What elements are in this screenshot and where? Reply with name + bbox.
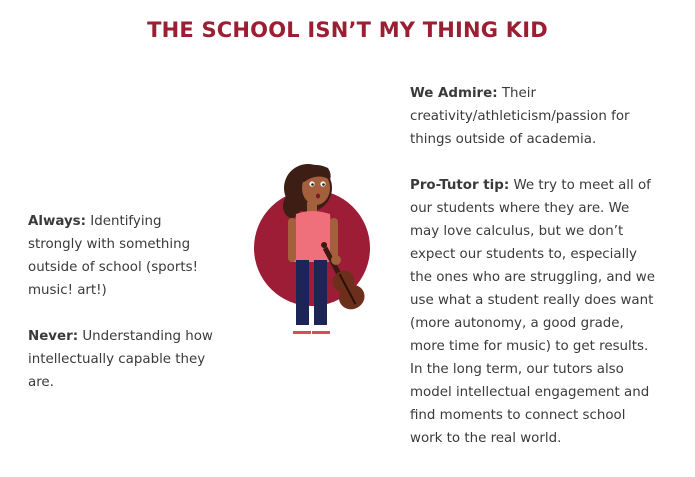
pro-tip-text: We try to meet all of our students where they are. We may love calculus, but we don’t expect our students to, especially the ones who are struggling, and we use what a student really does want (more autonomy, a good grade, more time for music) to get results. In the long term, our tutors also model intellectual engagement and find moments to connect school work to the real world. <box>410 178 655 446</box>
pants-left <box>296 260 309 325</box>
pro-tip-label: Pro-Tutor tip: <box>410 178 510 193</box>
never-paragraph <box>28 325 216 394</box>
always-label: Always: <box>28 214 87 229</box>
admire-text: Their creativity/athleticism/passion for things outside of academia. <box>410 86 630 147</box>
right-column <box>410 82 662 450</box>
never-label: Never: <box>28 329 79 344</box>
admire-paragraph <box>410 82 662 151</box>
pro-tip-paragraph <box>410 174 662 450</box>
never-text: Understanding how intellectually capable they are. <box>28 329 213 390</box>
student-violin-illustration <box>248 150 378 345</box>
illustration-svg <box>248 150 378 345</box>
pants-right <box>314 260 327 325</box>
always-text: Identifying strongly with something outside of school (sports! music! art!) <box>28 214 198 298</box>
left-column <box>28 210 216 394</box>
page-title: THE SCHOOL ISN’T MY THING KID <box>147 18 548 42</box>
admire-label: We Admire: <box>410 86 498 101</box>
always-paragraph <box>28 210 216 302</box>
